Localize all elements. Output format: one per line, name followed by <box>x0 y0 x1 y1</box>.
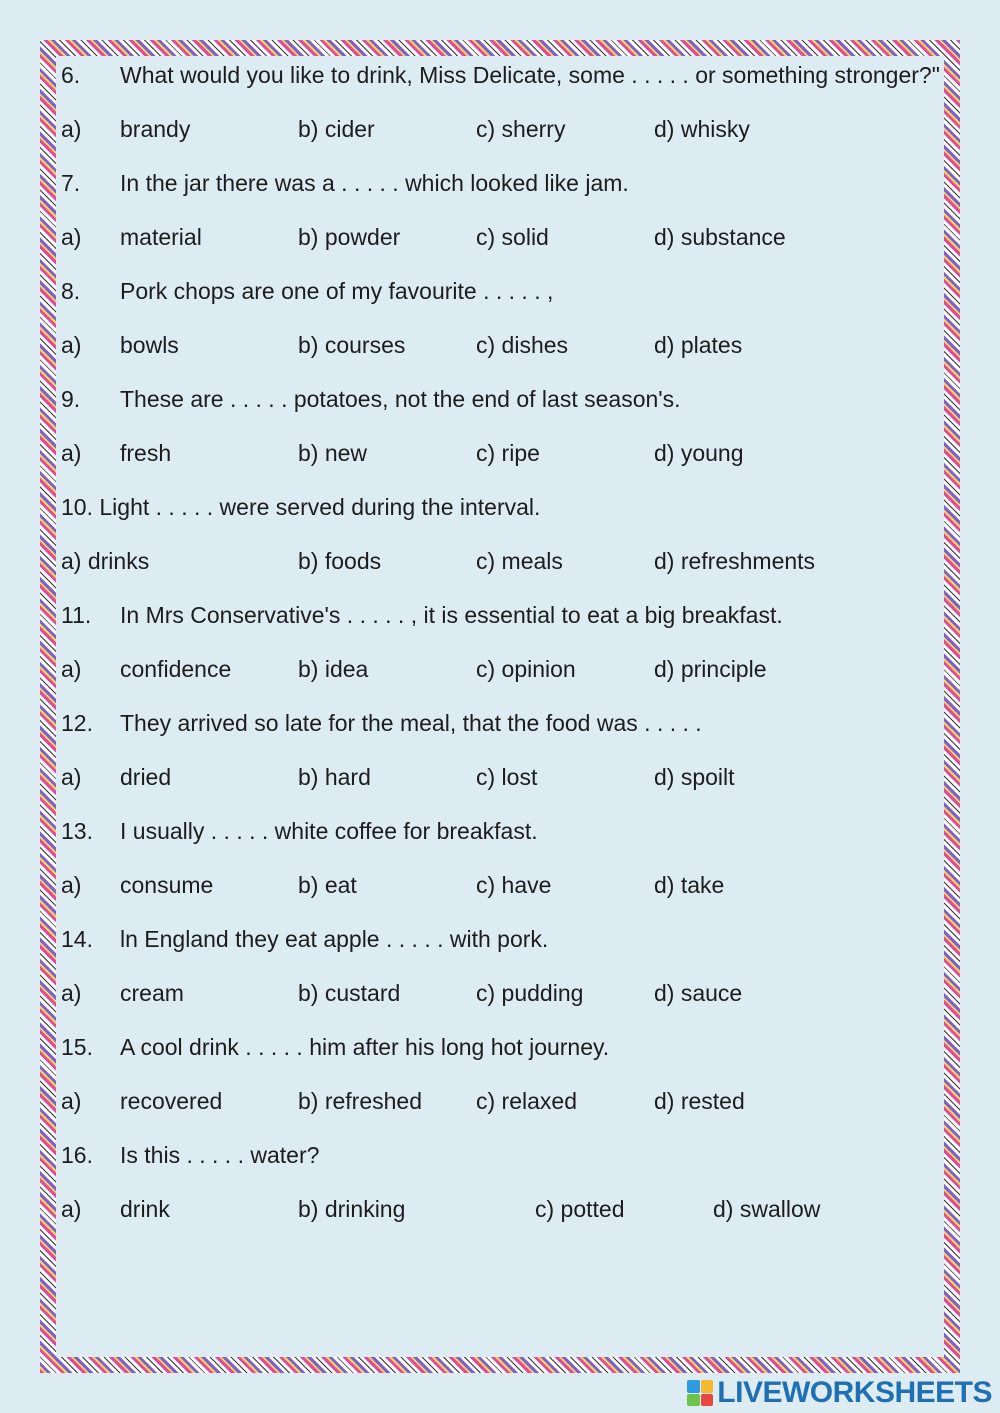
option-a[interactable]: confidence <box>120 656 232 682</box>
option-letter: a) <box>61 1088 82 1114</box>
option-b[interactable]: b) courses <box>298 332 406 358</box>
option-d[interactable]: d) principle <box>654 656 767 682</box>
question-number: 16. <box>61 1142 93 1168</box>
question-text: A cool drink . . . . . him after his long hot journey. <box>120 1034 610 1060</box>
option-a[interactable]: recovered <box>120 1088 223 1114</box>
option-a[interactable]: cream <box>120 980 184 1006</box>
option-d[interactable]: d) swallow <box>713 1196 821 1222</box>
option-d[interactable]: d) young <box>654 440 744 466</box>
option-d[interactable]: d) sauce <box>654 980 743 1006</box>
option-b[interactable]: b) custard <box>298 980 401 1006</box>
question-number: 7. <box>61 170 81 196</box>
question-number: 14. <box>61 926 93 952</box>
options-9 <box>61 434 941 472</box>
option-d[interactable]: d) plates <box>654 332 743 358</box>
option-c[interactable]: c) pudding <box>476 980 584 1006</box>
liveworksheets-watermark[interactable] <box>687 1375 992 1411</box>
options-6 <box>61 110 941 148</box>
question-12 <box>61 704 941 742</box>
question-9 <box>61 380 941 418</box>
option-letter: a) <box>61 224 82 250</box>
option-c[interactable]: c) relaxed <box>476 1088 577 1114</box>
options-12 <box>61 758 941 796</box>
question-body: Light . . . . . were served during the interval. <box>99 494 541 520</box>
option-letter: a) <box>61 764 82 790</box>
option-a[interactable]: a) drinks <box>61 548 150 574</box>
question-text: Is this . . . . . water? <box>120 1142 320 1168</box>
option-b[interactable]: b) new <box>298 440 368 466</box>
option-letter: a) <box>61 116 82 142</box>
question-number: 8. <box>61 278 81 304</box>
option-b[interactable]: b) foods <box>298 548 382 574</box>
option-b[interactable]: b) powder <box>298 224 401 250</box>
options-7 <box>61 218 941 256</box>
option-letter: a) <box>61 656 82 682</box>
option-d[interactable]: d) refreshments <box>654 548 816 574</box>
option-d[interactable]: d) substance <box>654 224 786 250</box>
option-a[interactable]: bowls <box>120 332 179 358</box>
watermark-text: LIVEWORKSHEETS <box>717 1376 992 1409</box>
question-13 <box>61 812 941 850</box>
option-d[interactable]: d) rested <box>654 1088 745 1114</box>
option-a[interactable]: fresh <box>120 440 172 466</box>
question-text <box>61 488 941 526</box>
option-b[interactable]: b) drinking <box>298 1196 406 1222</box>
option-letter: a) <box>61 872 82 898</box>
option-b[interactable]: b) hard <box>298 764 371 790</box>
option-a[interactable]: brandy <box>120 116 191 142</box>
worksheet-content <box>61 56 941 1244</box>
question-15 <box>61 1028 941 1066</box>
option-c[interactable]: c) solid <box>476 224 549 250</box>
option-a[interactable]: dried <box>120 764 172 790</box>
question-text: In Mrs Conservative's . . . . . , it is essential to eat a big breakfast. <box>120 602 783 628</box>
question-16 <box>61 1136 941 1174</box>
option-letter: a) <box>61 980 82 1006</box>
liveworksheets-logo-icon <box>687 1380 713 1406</box>
option-letter: a) <box>61 332 82 358</box>
question-number: 6. <box>61 62 81 88</box>
option-b[interactable]: b) idea <box>298 656 369 682</box>
question-7 <box>61 164 941 202</box>
question-text: They arrived so late for the meal, that the food was . . . . . <box>120 710 702 736</box>
options-13 <box>61 866 941 904</box>
question-text: In the jar there was a . . . . . which looked like jam. <box>120 170 629 196</box>
options-10 <box>61 542 941 580</box>
option-c[interactable]: c) ripe <box>476 440 540 466</box>
question-number: 9. <box>61 386 81 412</box>
option-d[interactable]: d) spoilt <box>654 764 735 790</box>
question-text: What would you like to drink, Miss Delicate, some . . . . . or something stronger?" <box>120 62 940 88</box>
question-number: 12. <box>61 710 93 736</box>
question-text: ln England they eat apple . . . . . with pork. <box>120 926 549 952</box>
options-16 <box>61 1190 941 1228</box>
option-c[interactable]: c) potted <box>535 1196 625 1222</box>
option-a[interactable]: material <box>120 224 202 250</box>
question-number: 15. <box>61 1034 93 1060</box>
question-6 <box>61 56 941 94</box>
question-text: These are . . . . . potatoes, not the end of last season's. <box>120 386 681 412</box>
option-c[interactable]: c) dishes <box>476 332 569 358</box>
question-14 <box>61 920 941 958</box>
question-8 <box>61 272 941 310</box>
question-11 <box>61 596 941 634</box>
option-a[interactable]: consume <box>120 872 214 898</box>
option-b[interactable]: b) refreshed <box>298 1088 423 1114</box>
question-number: 10. <box>61 494 93 520</box>
option-b[interactable]: b) eat <box>298 872 357 898</box>
question-number: 13. <box>61 818 93 844</box>
option-c[interactable]: c) sherry <box>476 116 566 142</box>
option-letter: a) <box>61 440 82 466</box>
question-text: Pork chops are one of my favourite . . . . . , <box>120 278 554 304</box>
options-11 <box>61 650 941 688</box>
options-14 <box>61 974 941 1012</box>
option-c[interactable]: c) lost <box>476 764 538 790</box>
option-d[interactable]: d) take <box>654 872 725 898</box>
option-a[interactable]: drink <box>120 1196 170 1222</box>
option-b[interactable]: b) cider <box>298 116 375 142</box>
option-c[interactable]: c) meals <box>476 548 563 574</box>
question-text: I usually . . . . . white coffee for breakfast. <box>120 818 538 844</box>
option-d[interactable]: d) whisky <box>654 116 750 142</box>
options-8 <box>61 326 941 364</box>
option-letter: a) <box>61 1196 82 1222</box>
question-10 <box>61 488 941 526</box>
question-number: 11. <box>61 602 92 628</box>
options-15 <box>61 1082 941 1120</box>
option-c[interactable]: c) have <box>476 872 552 898</box>
option-c[interactable]: c) opinion <box>476 656 576 682</box>
